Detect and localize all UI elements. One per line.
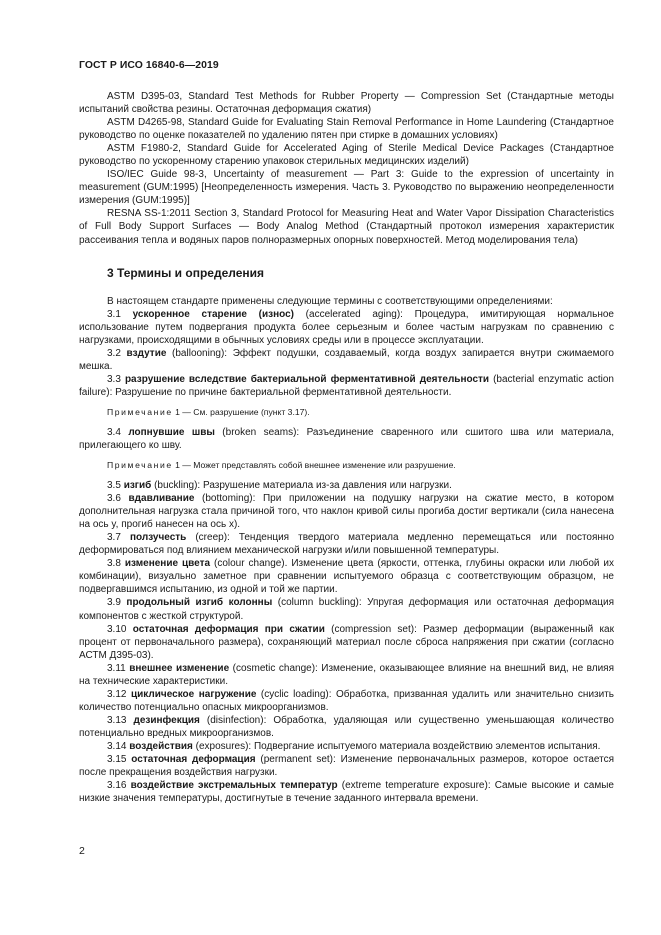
note-text: 1 — Может представлять собой внешнее изменение или разрушение. xyxy=(172,460,456,471)
term-name: ползучесть xyxy=(129,532,187,544)
term-definition xyxy=(79,740,614,753)
term-number: 3.10 xyxy=(107,623,127,635)
term-text: (colour change). Изменение цвета (яркости, оттенка, глубины окраски или любой их комбинации), визуально заметное при сравнении испытуемого образца с соответствующим образцом, не подвергавшимся испытанию, из одной и той же партии. xyxy=(79,558,615,596)
term-definition xyxy=(79,662,614,688)
term-name: воздействия xyxy=(129,740,193,752)
term-text: (broken seams): Разъединение сваренного или сшитого шва или материала, прилегающего ко шву. xyxy=(79,426,614,451)
term-text: (cosmetic change): Изменение, оказывающее влияние на внешний вид, не влияя на технические характеристики. xyxy=(79,662,614,687)
term-number: 3.3 xyxy=(107,373,121,385)
term-number: 3.4 xyxy=(107,426,121,438)
page-number: 2 xyxy=(79,845,85,857)
term-name: вдавливание xyxy=(128,493,195,505)
reference-item: ASTM D4265-98, Standard Guide for Evaluating Stain Removal Performance in Home Laundering (Стандартное руководство по оценке показателей по удалению пятен при стирке в домашних условиях) xyxy=(79,117,614,142)
note xyxy=(79,460,614,471)
note-text: 1 — См. разрушение (пункт 3.17). xyxy=(172,406,310,417)
reference-item: RESNA SS-1:2011 Section 3, Standard Protocol for Measuring Heat and Water Vapor Dissipation Characteristics of Full Body Support Surfaces — Body Analog Method (Стандартный протокол измерения характеристик рассеивания тепла и водяных паров полноразмерных опорных поверхностей. Метод моделирования тела) xyxy=(79,208,614,246)
term-number: 3.16 xyxy=(107,780,127,792)
note xyxy=(79,407,614,418)
term-definition xyxy=(79,779,614,805)
term-definition xyxy=(79,426,614,452)
term-definition xyxy=(79,531,614,557)
term-definition xyxy=(79,596,614,622)
term-number: 3.9 xyxy=(107,597,121,609)
term-number: 3.15 xyxy=(107,754,127,766)
term-text: (permanent set): Изменение первоначальных размеров, которое остается после прекращения воздействия нагрузки. xyxy=(79,754,615,779)
term-name: воздействие экстремальных температур xyxy=(130,780,338,792)
term-number: 3.5 xyxy=(107,480,121,492)
term-definition xyxy=(79,347,614,373)
term-number: 3.1 xyxy=(107,308,121,320)
term-text: (compression set): Размер деформации (выраженный как процент от первоначального размера), сохраняющий материал после сброса напряжения при сжатии (согласно АСТМ Д395-03). xyxy=(79,623,614,661)
term-definition xyxy=(79,753,614,779)
term-text: (bacterial enzymatic action failure): Разрушение по причине бактериальной ферментативной деятельности. xyxy=(79,373,614,398)
term-text: (disinfection): Обработка, удаляющая или существенно уменьшающая количество потенциально вредных микроорганизмов. xyxy=(79,714,614,739)
reference-item: ASTM F1980-2, Standard Guide for Accelerated Aging of Sterile Medical Device Packages (Стандартное руководство по ускоренному старению упаковок стерильных медицинских изделий) xyxy=(79,143,614,168)
note-label: Примечание xyxy=(107,460,173,471)
term-text: (accelerated aging): Процедура, имитирующая нормальное использование путем подвергания продукта более серьезным и более частым нагрузкам по сравнению с нагрузками, происходящими в обычных условиях среды или в процессе эксплуатации. xyxy=(79,308,614,346)
term-name: разрушение вследствие бактериальной ферментативной деятельности xyxy=(124,373,490,385)
term-name: циклическое нагружение xyxy=(130,688,257,700)
term-text: (bottoming): При приложении на подушку нагрузки на сжатие место, в котором дополнительная нагрузка стала причиной того, что наклон кривой силы прогиба достиг вертикали (сила нанесена на ось y, прогиб нанесен на ось x). xyxy=(79,493,614,531)
term-definition xyxy=(79,714,614,740)
term-number: 3.13 xyxy=(107,714,127,726)
term-number: 3.2 xyxy=(107,347,121,359)
term-name: продольный изгиб колонны xyxy=(126,597,273,609)
term-name: изгиб xyxy=(123,480,152,492)
term-definition xyxy=(79,479,614,492)
term-text: (exposures): Подвергание испытуемого материала воздействию элементов испытания. xyxy=(192,740,601,752)
term-name: лопнувшие швы xyxy=(128,426,215,438)
term-name: вздутие xyxy=(126,347,167,359)
term-text: (ballooning): Эффект подушки, создаваемый, когда воздух запирается внутри сжимаемого мешка. xyxy=(79,347,614,372)
term-name: изменение цвета xyxy=(124,558,211,570)
term-definition xyxy=(79,308,614,347)
term-definition xyxy=(79,688,614,714)
term-number: 3.6 xyxy=(107,493,121,505)
term-text: (extreme temperature exposure): Самые высокие и самые низкие значения температуры, достигнутые в течение заданного интервала времени. xyxy=(79,780,614,805)
term-definition xyxy=(79,492,614,531)
term-name: дезинфекция xyxy=(133,714,200,726)
term-text: (buckling): Разрушение материала из-за давления или нагрузки. xyxy=(151,480,452,492)
term-name: внешнее изменение xyxy=(129,662,230,674)
section-heading: 3 Термины и определения xyxy=(107,265,265,280)
term-number: 3.14 xyxy=(107,740,127,752)
term-name: остаточная деформация xyxy=(131,754,256,766)
term-definition xyxy=(79,373,614,399)
term-text: (column buckling): Упругая деформация или остаточная деформация компонентов с жесткой структурой. xyxy=(79,597,614,622)
reference-item: ASTM D395-03, Standard Test Methods for Rubber Property — Compression Set (Стандартные методы испытаний свойства резины. Остаточная деформация сжатия) xyxy=(79,91,614,116)
term-name: ускоренное старение (износ) xyxy=(132,308,294,320)
term-name: остаточная деформация при сжатии xyxy=(132,623,325,635)
normative-references xyxy=(79,90,614,247)
note-label: Примечание xyxy=(107,406,173,417)
standard-header: ГОСТ Р ИСО 16840-6—2019 xyxy=(79,60,219,71)
section-intro: В настоящем стандарте применены следующие термины с соответствующими определениями: xyxy=(107,295,553,307)
term-definition xyxy=(79,557,614,596)
term-number: 3.12 xyxy=(107,688,127,700)
term-number: 3.7 xyxy=(107,532,121,544)
term-text: (cyclic loading): Обработка, призванная удалить или значительно снизить количество потенциально опасных микроорганизмов. xyxy=(79,688,614,713)
term-text: (creep): Тенденция твердого материала медленно перемещаться или постоянно деформироваться под влиянием механической нагрузки и/или повышенной температуры. xyxy=(79,532,614,557)
reference-item: ISO/IEC Guide 98-3, Uncertainty of measurement — Part 3: Guide to the expression of uncertainty in measurement (GUM:1995) [Неопределенность измерения. Часть 3. Руководство по выражению неопределенности измерения (GUM:1995)] xyxy=(79,169,614,207)
term-number: 3.11 xyxy=(107,662,126,674)
document-body xyxy=(79,90,614,805)
term-number: 3.8 xyxy=(107,558,121,570)
term-definition xyxy=(79,623,614,662)
